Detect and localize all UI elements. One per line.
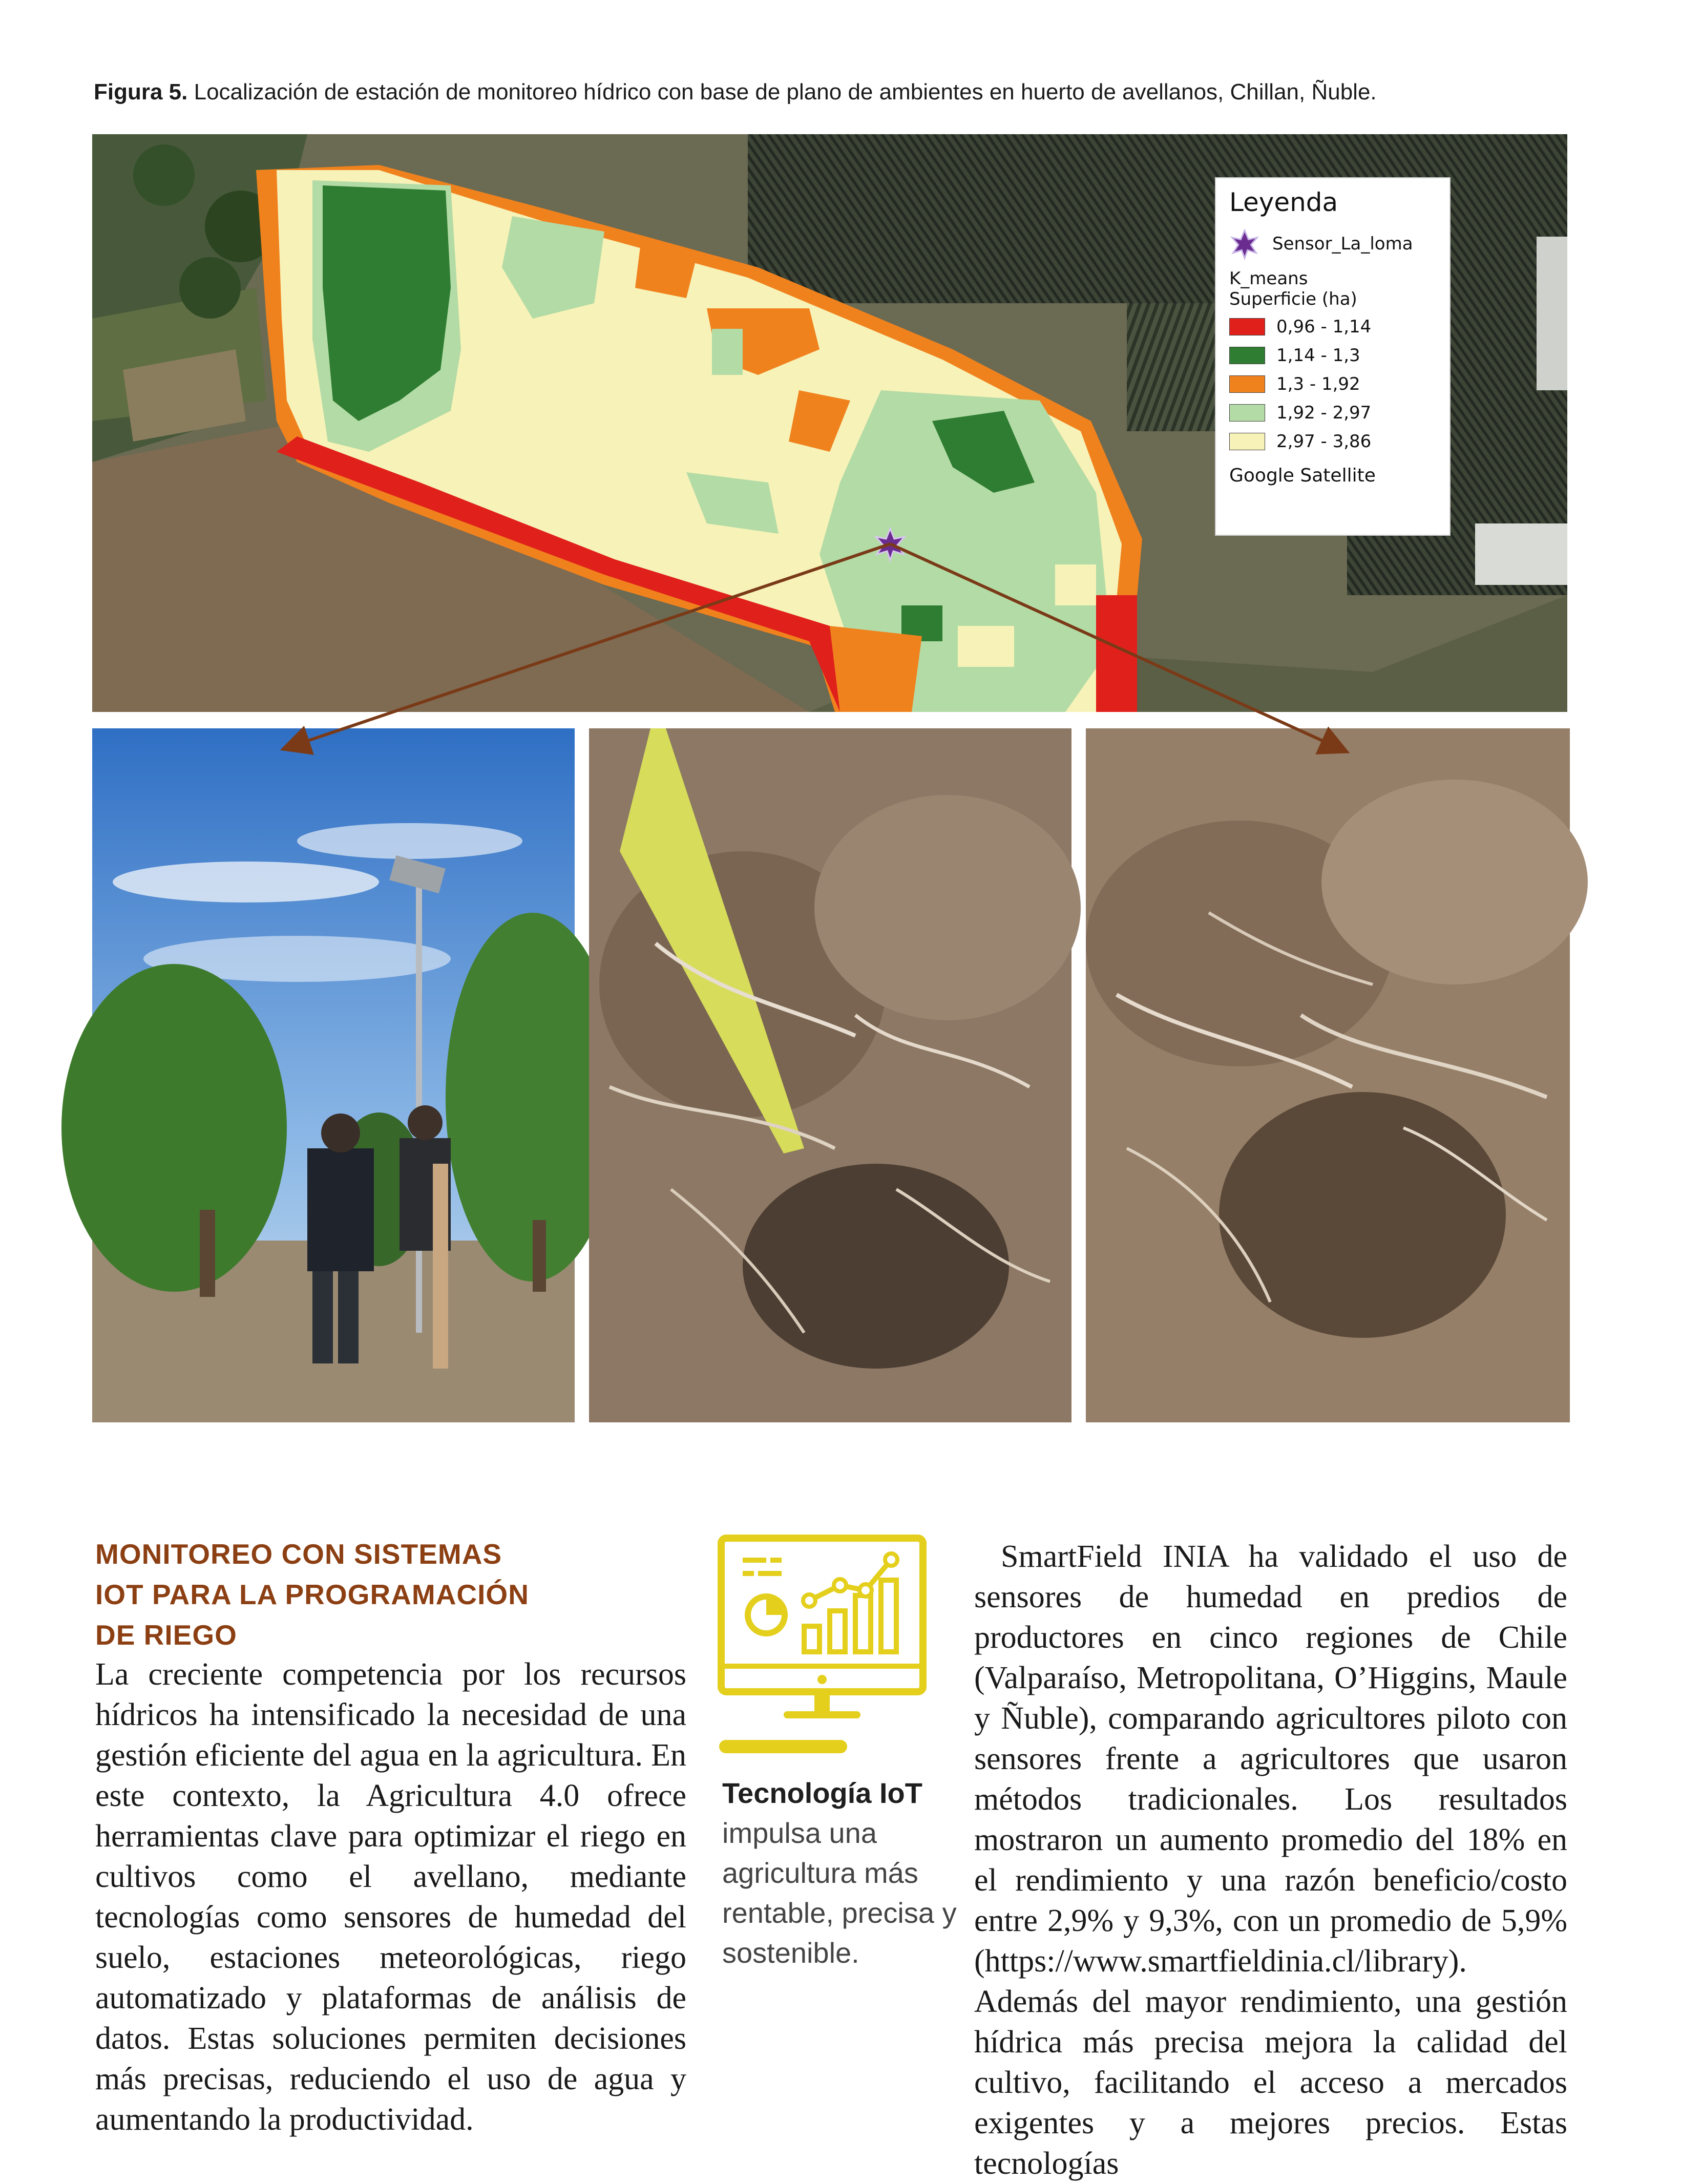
map-legend [1215, 177, 1451, 536]
legend-class-row [1229, 312, 1436, 341]
photo-soil-profile-1 [589, 728, 1071, 1422]
legend-basemap: Google Satellite [1229, 465, 1376, 486]
right-paragraph: SmartField INIA ha validado el uso de sensores de humedad en predios de productores en cinco regiones de Chile (Valparaíso, Metropolitana, O’Higgins, Maule y Ñuble), comparando agricultores piloto con sensores frente a agricultores que usaron métodos tradicionales. Los resultados mostraron un aumento promedio del 18% en el rendimiento y una razón beneficio/costo entre 2,9% y 9,3%, con un promedio de 5,9% (https://www.smartfieldinia.cl/library). Además del mayor rendimiento, una gestión hídrica más precisa mejora la calidad del cultivo, facilitando el acceso a mercados exigentes y a mejores precios. Estas tecnologías [974, 1539, 1567, 2181]
legend-class-row [1229, 398, 1436, 427]
soil-profile-roots-image [1086, 728, 1570, 1422]
legend-swatch [1229, 433, 1265, 450]
legend-class-row [1229, 427, 1436, 456]
sensor-station-image [92, 728, 575, 1422]
legend-class-row [1229, 341, 1436, 370]
left-column [95, 1654, 686, 2140]
sidebar-callout [722, 1773, 958, 1973]
photo-soil-profile-2 [1086, 728, 1570, 1422]
section-heading-line: MONITOREO CON SISTEMAS [95, 1538, 502, 1570]
legend-class-label: 1,14 - 1,3 [1276, 345, 1360, 366]
legend-swatch [1229, 375, 1265, 393]
legend-class-row [1229, 370, 1436, 398]
legend-class-label: 0,96 - 1,14 [1276, 317, 1372, 337]
legend-swatch [1229, 347, 1265, 364]
legend-class-label: 1,92 - 2,97 [1276, 403, 1372, 423]
soil-profile-ruler-image [589, 728, 1071, 1422]
figure-label: Figura 5. [94, 79, 188, 104]
legend-class-label: 1,3 - 1,92 [1276, 374, 1360, 394]
section-heading-line: DE RIEGO [95, 1619, 237, 1651]
right-column [974, 1537, 1567, 2184]
figure-caption-text: Localización de estación de monitoreo hídrico con base de plano de ambientes en huerto de avellanos, Chillan, Ñuble. [187, 79, 1377, 104]
legend-sensor-row [1229, 229, 1436, 258]
sidebar-callout-text: impulsa una agricultura más rentable, precisa y sostenible. [722, 1817, 957, 1969]
sidebar-callout-bold: Tecnología IoT [722, 1777, 922, 1809]
legend-swatch [1229, 404, 1265, 422]
photo-sensor-station [92, 728, 575, 1422]
figure-caption [94, 79, 1579, 105]
section-heading-line: IOT PARA LA PROGRAMACIÓN [95, 1579, 529, 1610]
section-heading [95, 1534, 710, 1655]
legend-class-label: 2,97 - 3,86 [1276, 431, 1372, 452]
sensor-star-icon [1229, 228, 1260, 259]
legend-swatch [1229, 318, 1265, 335]
left-paragraph: La creciente competencia por los recursos hídricos ha intensificado la necesidad de una gestión eficiente del agua en la agricultura. En este contexto, la Agricultura 4.0 ofrece herramientas clave para optimizar el riego en cultivos como el avellano, mediante tecnologías como sensores de humedad del suelo, estaciones meteorológicas, riego automatizado y plataformas de análisis de datos. Estas soluciones permiten decisiones más precisas, reduciendo el uso de agua y aumentando la productividad. [95, 1657, 686, 2137]
legend-subtitle-1: K_means [1229, 268, 1308, 289]
legend-title: Leyenda [1229, 187, 1338, 217]
legend-sensor-label: Sensor_La_loma [1272, 234, 1413, 254]
legend-subtitle-2: Superficie (ha) [1229, 289, 1357, 309]
iot-dashboard-icon [717, 1534, 927, 1759]
